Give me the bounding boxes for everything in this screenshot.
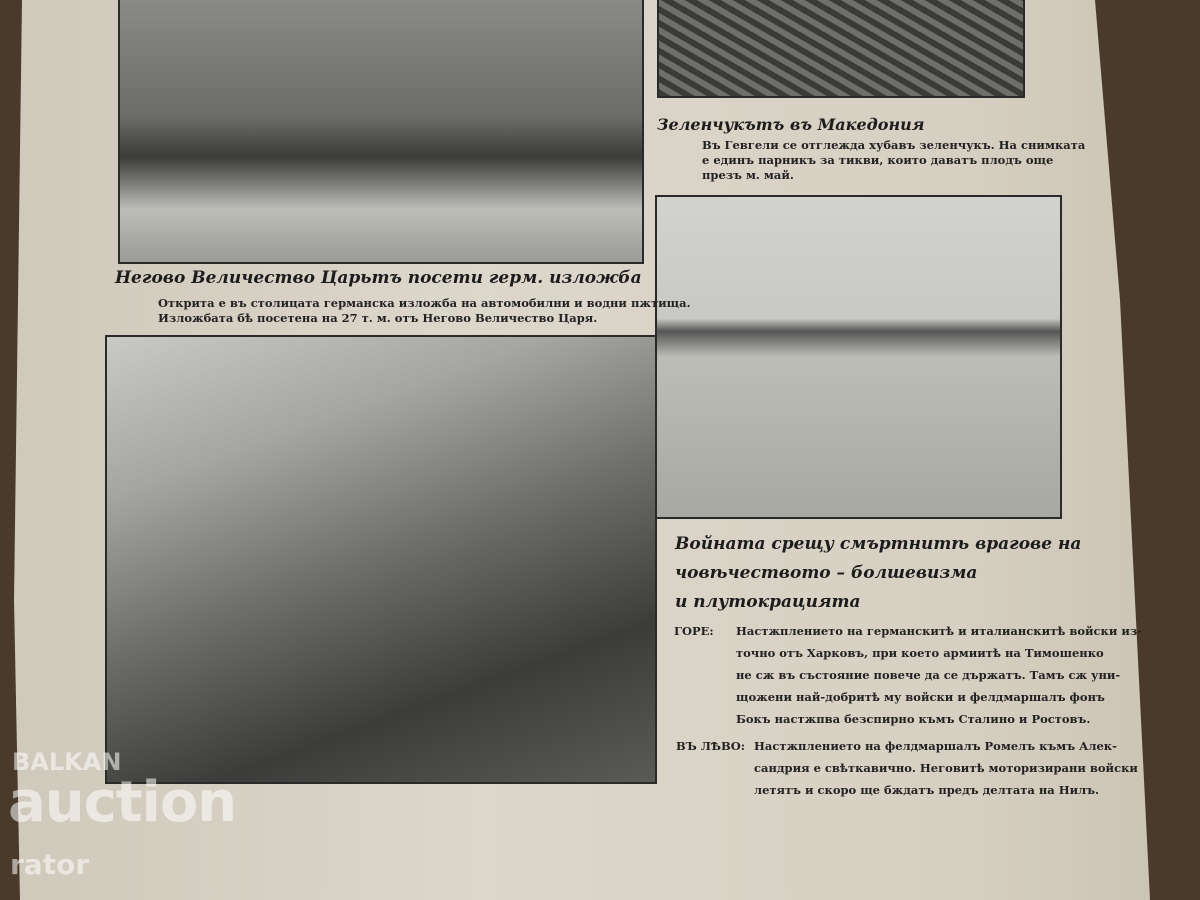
photo-greenhouse [657,0,1025,98]
headline-war [675,530,1081,617]
caption-line: точно отъ Харковъ, при което армиитѣ на Тимошенко [736,646,1104,660]
headline-line: Войната срещу смъртнитѣ врагове на [675,534,1082,554]
caption-label: ГОРЕ: [674,624,714,638]
headline-vegetables: Зеленчукътъ въ Македония [657,115,925,134]
caption-line: Бокъ настжпва безспирно къмъ Сталино и Ростовъ. [736,712,1091,726]
caption-line: Открита е въ столицата германска изложба на автомобилни и водни пжтища. [158,296,691,310]
headline-king: Негово Величество Царьтъ посети герм. изложба [115,268,642,288]
caption-vegetables [702,138,1085,183]
watermark-balkan: BALKAN [12,748,122,776]
caption-line: Изложбата бѣ посетена на 27 т. м. отъ Негово Величество Царя. [158,311,598,325]
caption-line: Въ Гевгели се отглежда хубавъ зеленчукъ. На снимката [702,138,1086,152]
caption-line: е единъ парникъ за тикви, които даватъ плодъ още [702,153,1054,167]
caption-line: щожени най-добритѣ му войски и фелдмаршалъ фонъ [736,690,1105,704]
photo-king-exhibition [118,0,644,264]
caption-line: сандрия е свѣткавично. Неговитѣ моторизирани войски [754,761,1138,775]
caption-war-top [674,620,1142,730]
caption-king [158,296,691,326]
watermark-auction: auction [8,770,237,835]
caption-line: не сж въ състояние повече да се държатъ. Тамъ сж уни- [736,668,1121,682]
headline-line: и плутокрацията [675,592,861,612]
caption-line: Настжплението на фелдмаршалъ Ромелъ къмъ Алек- [754,739,1117,753]
caption-label: ВЪ ЛѢВО: [676,739,745,753]
photo-desert-vehicles [655,195,1062,519]
caption-line: презъ м. май. [702,168,794,182]
watermark-rator: rator [10,848,90,881]
caption-line: Настжплението на германскитѣ и италианскитѣ войски из- [736,624,1143,638]
caption-line: летятъ и скоро ще бждатъ предъ делтата на Нилъ. [754,783,1100,797]
headline-line: човѣчеството – болшевизма [675,563,978,583]
photo-battle-soldiers [105,335,657,784]
caption-war-left [676,735,1138,801]
